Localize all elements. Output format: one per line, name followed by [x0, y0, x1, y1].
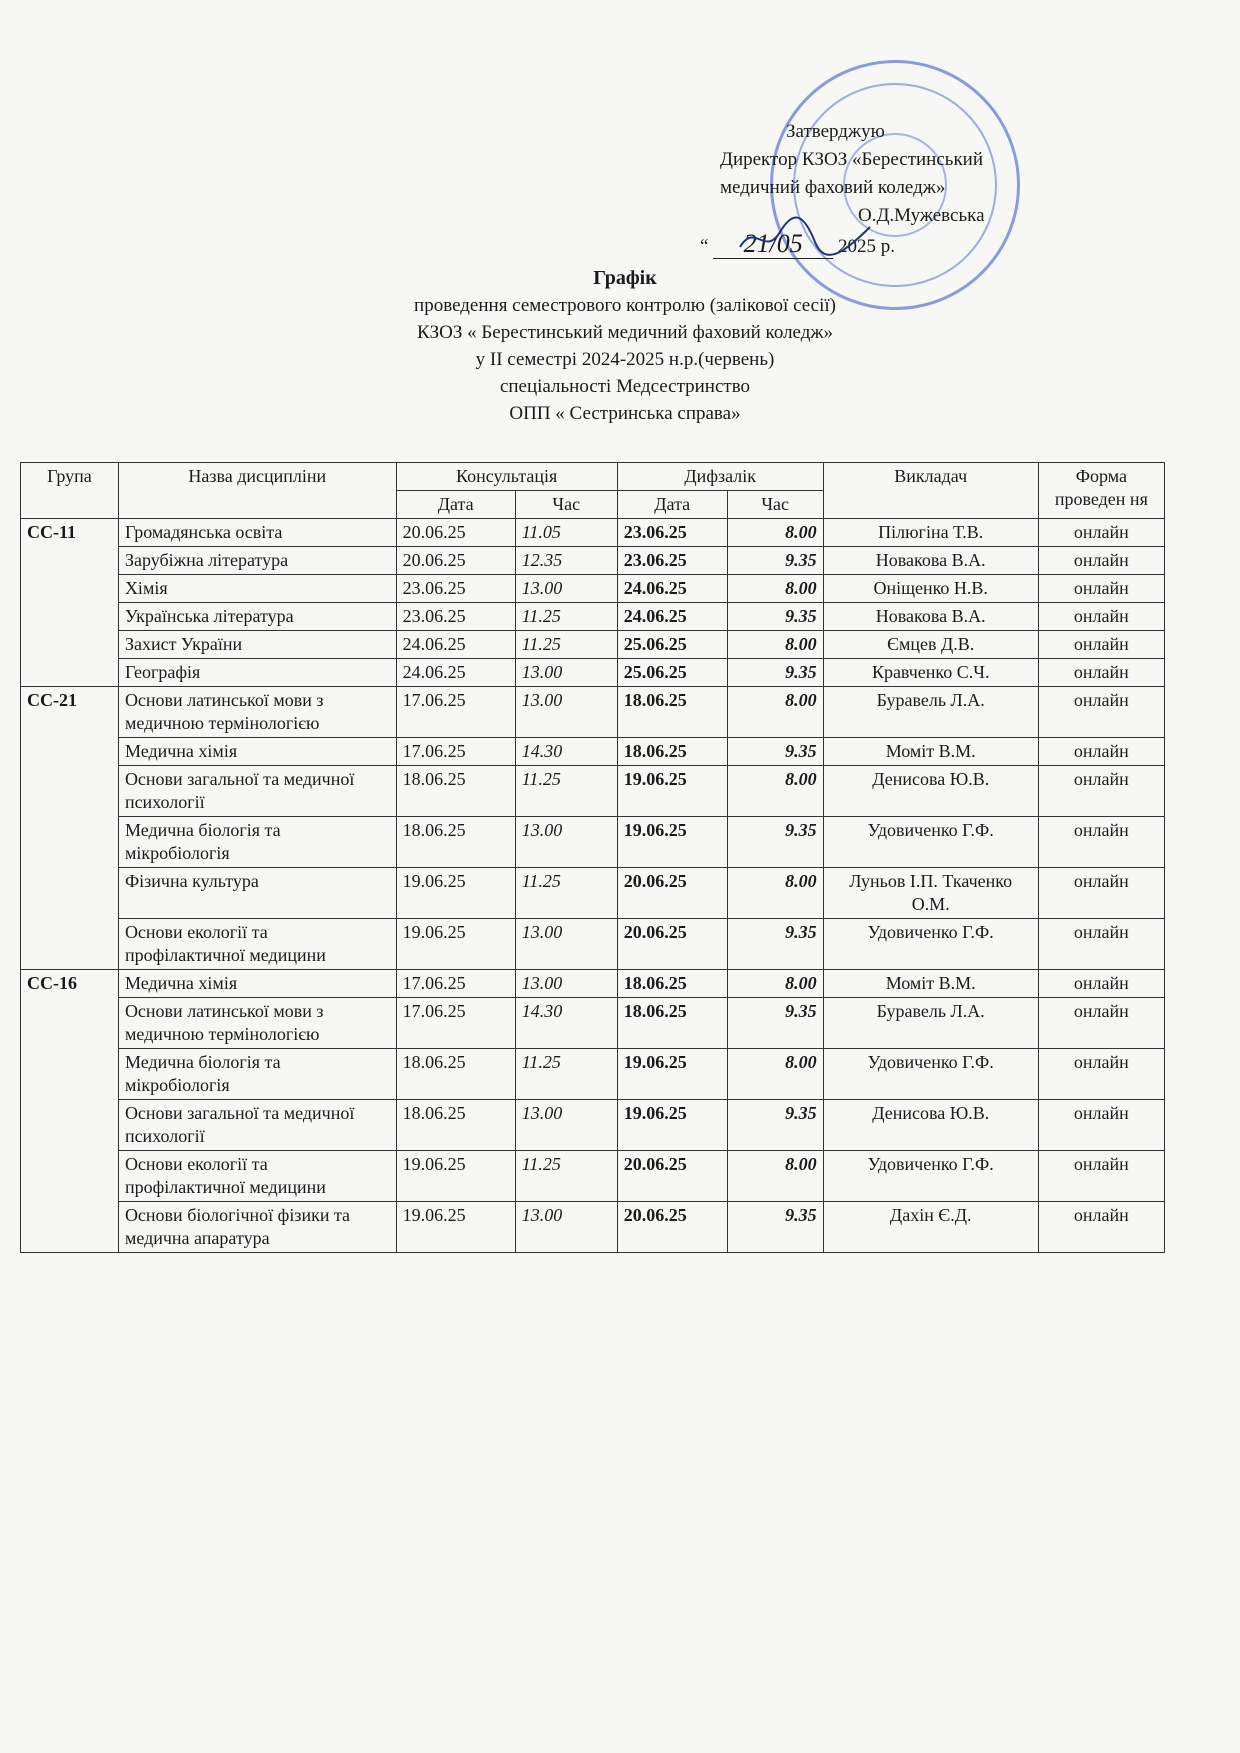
teacher-cell: Новакова В.А.: [823, 603, 1038, 631]
consultation-date-cell: 17.06.25: [396, 738, 515, 766]
consultation-date-cell: 19.06.25: [396, 1202, 515, 1253]
consultation-time-cell: 13.00: [515, 1100, 617, 1151]
discipline-cell: Медична біологія та мікробіологія: [118, 817, 396, 868]
form-cell: онлайн: [1038, 687, 1164, 738]
group-cell: СС-11: [21, 519, 119, 687]
date-quote: “: [700, 236, 709, 257]
title-line-3: у ІІ семестрі 2024-2025 н.р.(червень): [475, 349, 775, 370]
consultation-time-cell: 13.00: [515, 1202, 617, 1253]
table-row: [21, 919, 1165, 970]
exam-time-cell: 9.35: [727, 1100, 823, 1151]
header-form: Форма проведен ня: [1038, 463, 1164, 519]
document-title: Графік: [593, 267, 657, 289]
header-exam-date: Дата: [617, 491, 727, 519]
date-day: 21: [743, 229, 770, 258]
teacher-cell: Удовиченко Г.Ф.: [823, 817, 1038, 868]
header-consultation: Консультація: [396, 463, 617, 491]
consultation-date-cell: 23.06.25: [396, 575, 515, 603]
exam-time-cell: 8.00: [727, 575, 823, 603]
form-cell: онлайн: [1038, 1202, 1164, 1253]
consultation-time-cell: 11.25: [515, 631, 617, 659]
discipline-cell: Українська література: [118, 603, 396, 631]
table-row: [21, 970, 1165, 998]
consultation-time-cell: 11.25: [515, 1049, 617, 1100]
exam-time-cell: 9.35: [727, 738, 823, 766]
exam-date-cell: 19.06.25: [617, 1049, 727, 1100]
exam-time-cell: 8.00: [727, 1151, 823, 1202]
exam-date-cell: 20.06.25: [617, 1202, 727, 1253]
consultation-time-cell: 11.25: [515, 603, 617, 631]
table-row: [21, 687, 1165, 738]
header-difzalik: Дифзалік: [617, 463, 823, 491]
title-line-2: КЗОЗ « Берестинський медичний фаховий коледж»: [416, 322, 834, 343]
table-row: [21, 575, 1165, 603]
discipline-cell: Медична біологія та мікробіологія: [118, 1049, 396, 1100]
consultation-time-cell: 11.25: [515, 868, 617, 919]
group-cell: СС-16: [21, 970, 119, 1253]
teacher-cell: Денисова Ю.В.: [823, 766, 1038, 817]
discipline-cell: Громадянська освіта: [118, 519, 396, 547]
exam-date-cell: 18.06.25: [617, 687, 727, 738]
approval-college: медичний фаховий коледж»: [720, 177, 946, 198]
table-row: [21, 738, 1165, 766]
exam-time-cell: 8.00: [727, 766, 823, 817]
consultation-date-cell: 18.06.25: [396, 766, 515, 817]
header-exam-time: Час: [727, 491, 823, 519]
consultation-time-cell: 11.25: [515, 766, 617, 817]
exam-time-cell: 9.35: [727, 659, 823, 687]
exam-date-cell: 19.06.25: [617, 1100, 727, 1151]
consultation-date-cell: 17.06.25: [396, 998, 515, 1049]
exam-time-cell: 8.00: [727, 687, 823, 738]
date-month: 05: [776, 229, 803, 258]
discipline-cell: Основи латинської мови з медичною термінологією: [118, 687, 396, 738]
exam-date-cell: 20.06.25: [617, 919, 727, 970]
table-row: [21, 998, 1165, 1049]
consultation-date-cell: 18.06.25: [396, 817, 515, 868]
teacher-cell: Луньов І.П. Ткаченко О.М.: [823, 868, 1038, 919]
consultation-date-cell: 19.06.25: [396, 919, 515, 970]
discipline-cell: Основи загальної та медичної психології: [118, 766, 396, 817]
consultation-date-cell: 20.06.25: [396, 519, 515, 547]
form-cell: онлайн: [1038, 1100, 1164, 1151]
exam-time-cell: 9.35: [727, 817, 823, 868]
title-line-4: спеціальності Медсестринство: [499, 376, 751, 397]
exam-date-cell: 24.06.25: [617, 575, 727, 603]
exam-date-cell: 20.06.25: [617, 868, 727, 919]
teacher-cell: Кравченко С.Ч.: [823, 659, 1038, 687]
table-row: [21, 766, 1165, 817]
discipline-cell: Медична хімія: [118, 970, 396, 998]
table-row: [21, 603, 1165, 631]
table-row: [21, 519, 1165, 547]
exam-date-cell: 18.06.25: [617, 738, 727, 766]
exam-time-cell: 9.35: [727, 1202, 823, 1253]
schedule-body: [21, 519, 1165, 1253]
teacher-cell: Моміт В.М.: [823, 738, 1038, 766]
form-cell: онлайн: [1038, 919, 1164, 970]
form-cell: онлайн: [1038, 603, 1164, 631]
exam-date-cell: 24.06.25: [617, 603, 727, 631]
exam-time-cell: 8.00: [727, 868, 823, 919]
exam-time-cell: 8.00: [727, 631, 823, 659]
exam-time-cell: 9.35: [727, 547, 823, 575]
exam-time-cell: 8.00: [727, 1049, 823, 1100]
discipline-cell: Фізична культура: [118, 868, 396, 919]
date-handwritten: 21/05: [713, 230, 833, 259]
discipline-cell: Хімія: [118, 575, 396, 603]
header-group: Група: [21, 463, 119, 519]
discipline-cell: Основи загальної та медичної психології: [118, 1100, 396, 1151]
header-cons-time: Час: [515, 491, 617, 519]
exam-time-cell: 9.35: [727, 998, 823, 1049]
table-row: [21, 631, 1165, 659]
header-teacher: Викладач: [823, 463, 1038, 519]
form-cell: онлайн: [1038, 575, 1164, 603]
consultation-date-cell: 19.06.25: [396, 1151, 515, 1202]
teacher-cell: Дахін Є.Д.: [823, 1202, 1038, 1253]
discipline-cell: Зарубіжна література: [118, 547, 396, 575]
consultation-date-cell: 23.06.25: [396, 603, 515, 631]
exam-date-cell: 18.06.25: [617, 970, 727, 998]
table-row: [21, 659, 1165, 687]
date-year: 2025 р.: [837, 236, 895, 257]
approval-director: Директор КЗОЗ «Берестинський: [720, 149, 984, 170]
teacher-cell: Удовиченко Г.Ф.: [823, 1151, 1038, 1202]
form-cell: онлайн: [1038, 970, 1164, 998]
consultation-date-cell: 19.06.25: [396, 868, 515, 919]
consultation-time-cell: 13.00: [515, 575, 617, 603]
teacher-cell: Буравель Л.А.: [823, 687, 1038, 738]
consultation-time-cell: 13.00: [515, 919, 617, 970]
title-line-1: проведення семестрового контролю (залікової сесії): [414, 295, 836, 316]
consultation-time-cell: 13.00: [515, 970, 617, 998]
teacher-cell: Удовиченко Г.Ф.: [823, 1049, 1038, 1100]
discipline-cell: Медична хімія: [118, 738, 396, 766]
table-row: [21, 1151, 1165, 1202]
teacher-cell: Ємцев Д.В.: [823, 631, 1038, 659]
exam-time-cell: 8.00: [727, 970, 823, 998]
consultation-time-cell: 12.35: [515, 547, 617, 575]
consultation-date-cell: 24.06.25: [396, 659, 515, 687]
exam-time-cell: 9.35: [727, 919, 823, 970]
signature: [735, 212, 875, 262]
consultation-time-cell: 13.00: [515, 687, 617, 738]
form-cell: онлайн: [1038, 868, 1164, 919]
document-title-block: [200, 265, 1050, 427]
title-line-5: ОПП « Сестринська справа»: [509, 403, 741, 424]
discipline-cell: Захист України: [118, 631, 396, 659]
exam-date-cell: 19.06.25: [617, 766, 727, 817]
consultation-time-cell: 13.00: [515, 817, 617, 868]
discipline-cell: Основи екології та профілактичної медицини: [118, 1151, 396, 1202]
header-cons-date: Дата: [396, 491, 515, 519]
table-row: [21, 1100, 1165, 1151]
table-row: [21, 1049, 1165, 1100]
discipline-cell: Основи екології та профілактичної медицини: [118, 919, 396, 970]
form-cell: онлайн: [1038, 817, 1164, 868]
exam-date-cell: 20.06.25: [617, 1151, 727, 1202]
exam-date-cell: 25.06.25: [617, 631, 727, 659]
exam-time-cell: 9.35: [727, 603, 823, 631]
exam-date-cell: 18.06.25: [617, 998, 727, 1049]
consultation-time-cell: 13.00: [515, 659, 617, 687]
teacher-cell: Денисова Ю.В.: [823, 1100, 1038, 1151]
consultation-date-cell: 18.06.25: [396, 1049, 515, 1100]
table-row: [21, 1202, 1165, 1253]
discipline-cell: Географія: [118, 659, 396, 687]
form-cell: онлайн: [1038, 1049, 1164, 1100]
consultation-date-cell: 17.06.25: [396, 687, 515, 738]
teacher-cell: Пілюгіна Т.В.: [823, 519, 1038, 547]
consultation-time-cell: 14.30: [515, 738, 617, 766]
teacher-cell: Оніщенко Н.В.: [823, 575, 1038, 603]
form-cell: онлайн: [1038, 738, 1164, 766]
exam-date-cell: 23.06.25: [617, 519, 727, 547]
header-row-1: [21, 463, 1165, 491]
table-row: [21, 547, 1165, 575]
discipline-cell: Основи латинської мови з медичною термінологією: [118, 998, 396, 1049]
consultation-time-cell: 11.25: [515, 1151, 617, 1202]
approval-signatory: О.Д.Мужевська: [858, 205, 985, 226]
exam-date-cell: 19.06.25: [617, 817, 727, 868]
form-cell: онлайн: [1038, 659, 1164, 687]
teacher-cell: Удовиченко Г.Ф.: [823, 919, 1038, 970]
consultation-time-cell: 14.30: [515, 998, 617, 1049]
form-cell: онлайн: [1038, 766, 1164, 817]
consultation-date-cell: 20.06.25: [396, 547, 515, 575]
table-row: [21, 817, 1165, 868]
form-cell: онлайн: [1038, 519, 1164, 547]
consultation-date-cell: 18.06.25: [396, 1100, 515, 1151]
exam-time-cell: 8.00: [727, 519, 823, 547]
exam-date-cell: 25.06.25: [617, 659, 727, 687]
teacher-cell: Новакова В.А.: [823, 547, 1038, 575]
table-row: [21, 868, 1165, 919]
teacher-cell: Моміт В.М.: [823, 970, 1038, 998]
approval-line: Затверджую: [786, 121, 885, 142]
form-cell: онлайн: [1038, 1151, 1164, 1202]
consultation-date-cell: 17.06.25: [396, 970, 515, 998]
consultation-time-cell: 11.05: [515, 519, 617, 547]
discipline-cell: Основи біологічної фізики та медична апаратура: [118, 1202, 396, 1253]
schedule-table: [20, 462, 1165, 1253]
form-cell: онлайн: [1038, 631, 1164, 659]
header-discipline: Назва дисципліни: [118, 463, 396, 519]
consultation-date-cell: 24.06.25: [396, 631, 515, 659]
form-cell: онлайн: [1038, 998, 1164, 1049]
exam-date-cell: 23.06.25: [617, 547, 727, 575]
group-cell: СС-21: [21, 687, 119, 970]
form-cell: онлайн: [1038, 547, 1164, 575]
teacher-cell: Буравель Л.А.: [823, 998, 1038, 1049]
